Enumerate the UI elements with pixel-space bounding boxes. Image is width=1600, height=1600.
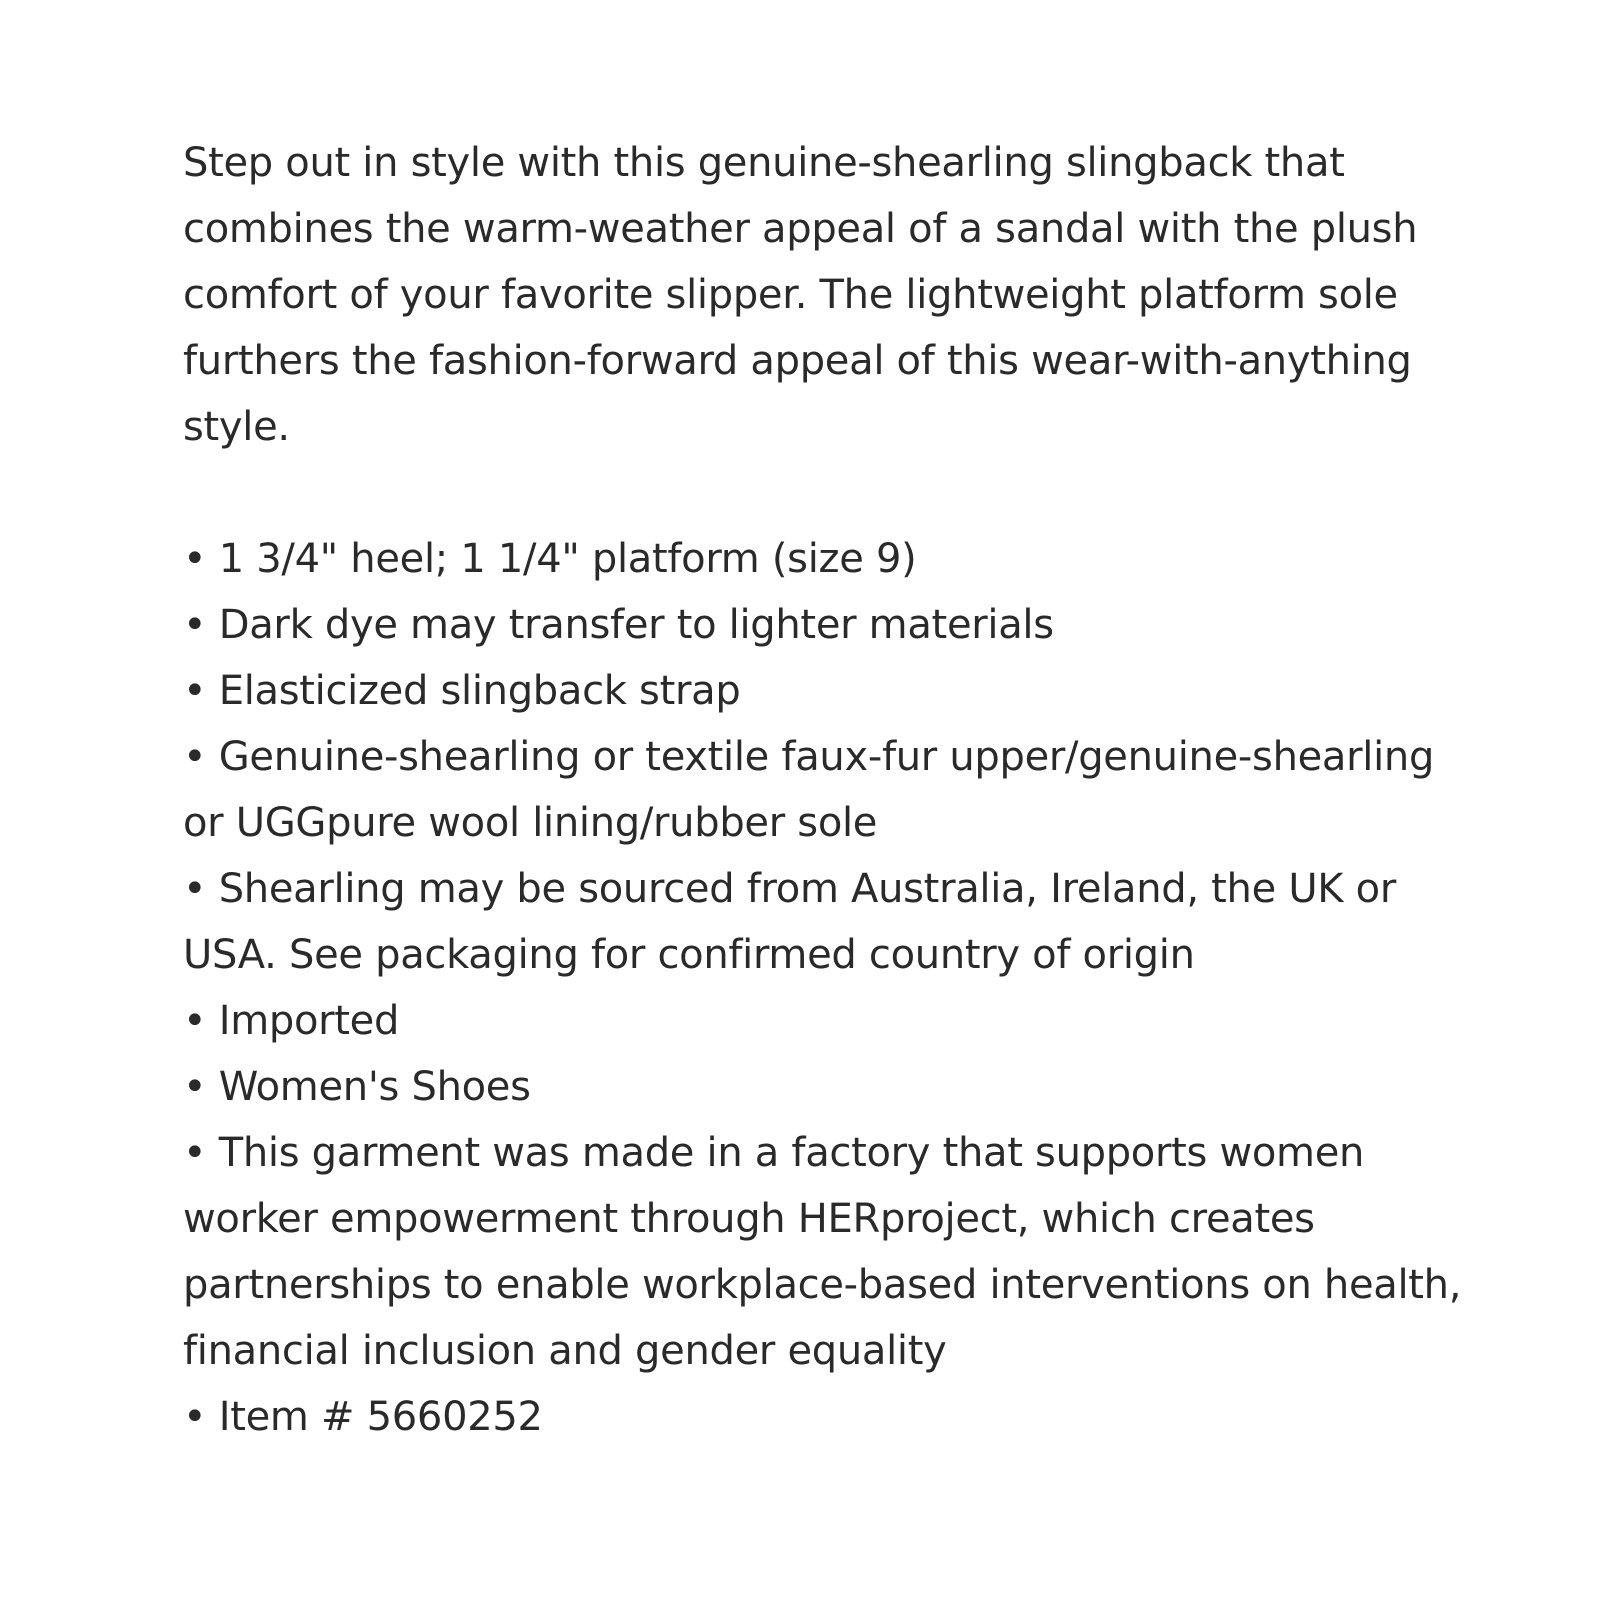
feature-text: Women's Shoes	[218, 1064, 531, 1110]
feature-item	[183, 1384, 1483, 1450]
feature-text: Elasticized slingback strap	[218, 668, 741, 714]
bullet-icon: •	[183, 536, 219, 582]
product-details	[183, 130, 1483, 1450]
feature-text: 1 3/4" heel; 1 1/4" platform (size 9)	[218, 536, 917, 582]
bullet-icon: •	[183, 998, 219, 1044]
bullet-icon: •	[183, 866, 219, 912]
bullet-icon: •	[183, 1394, 219, 1440]
feature-item	[183, 526, 1483, 592]
feature-item	[183, 724, 1483, 856]
bullet-icon: •	[183, 734, 219, 780]
feature-text: Genuine-shearling or textile faux-fur upper/genuine-shearling or UGGpure wool lining/rubber sole	[183, 734, 1435, 846]
feature-text: Item # 5660252	[218, 1394, 543, 1440]
feature-item	[183, 988, 1483, 1054]
feature-item	[183, 1054, 1483, 1120]
feature-text: Imported	[218, 998, 400, 1044]
bullet-icon: •	[183, 1064, 219, 1110]
feature-item	[183, 658, 1483, 724]
bullet-icon: •	[183, 668, 219, 714]
feature-text: Shearling may be sourced from Australia, Ireland, the UK or USA. See packaging for confirmed country of origin	[183, 866, 1396, 978]
product-description: Step out in style with this genuine-shearling slingback that combines the warm-weather appeal of a sandal with the plush comfort of your favorite slipper. The lightweight platform sole furthers the fashion-forward appeal of this wear-with-anything style.	[183, 140, 1418, 450]
feature-list	[183, 526, 1483, 1450]
feature-item	[183, 1120, 1483, 1384]
feature-item	[183, 592, 1483, 658]
feature-item	[183, 856, 1483, 988]
feature-text: Dark dye may transfer to lighter materials	[218, 602, 1054, 648]
feature-text: This garment was made in a factory that supports women worker empowerment through HERproject, which creates partnerships to enable workplace-based interventions on health, financial inclusion and gender equality	[183, 1130, 1462, 1374]
bullet-icon: •	[183, 602, 219, 648]
bullet-icon: •	[183, 1130, 219, 1176]
